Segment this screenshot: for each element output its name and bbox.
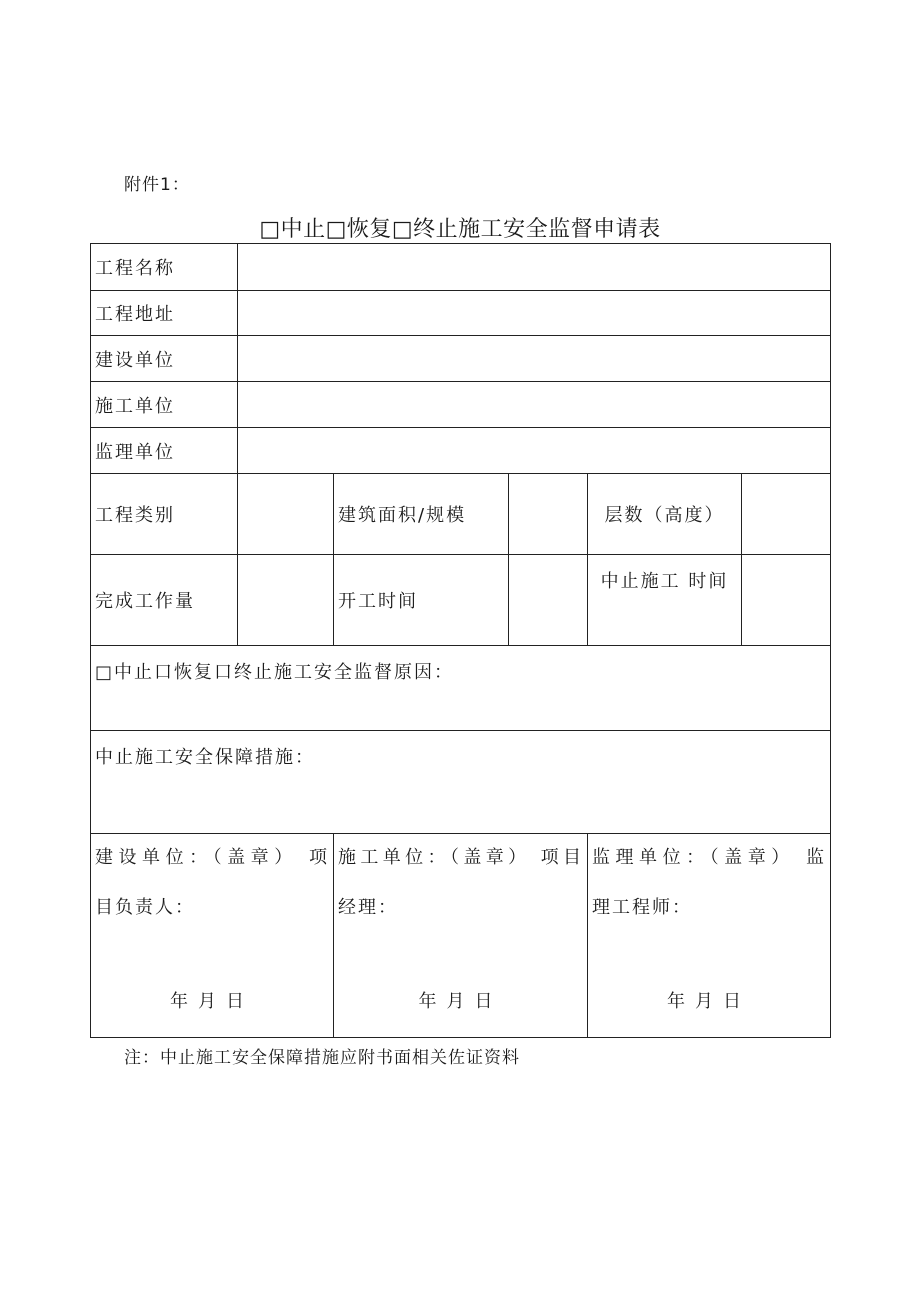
row-workload: [91, 555, 831, 646]
floors-field[interactable]: [742, 474, 831, 555]
signature-construction-line1: 建设单位：（盖章） 项: [95, 847, 329, 868]
contractor-unit-field[interactable]: [238, 382, 831, 428]
construction-unit-field[interactable]: [238, 336, 831, 382]
measures-label: 中止施工安全保障措施：: [95, 747, 315, 768]
building-area-field[interactable]: [509, 474, 588, 555]
signature-construction-line2: 目负责人：: [95, 897, 195, 918]
project-category-label: 工程类别: [91, 474, 238, 555]
project-name-field[interactable]: [238, 244, 831, 291]
supervisor-unit-field[interactable]: [238, 428, 831, 474]
construction-unit-label: 建设单位: [91, 336, 238, 382]
row-measures: [91, 731, 831, 834]
row-project-name: [91, 244, 831, 291]
row-category: [91, 474, 831, 555]
attachment-label: 附件1：: [124, 175, 190, 195]
signature-contractor-date: 年月日: [418, 991, 503, 1012]
footnote: 注：中止施工安全保障措施应附书面相关佐证资料: [124, 1048, 520, 1068]
signature-supervisor-date: 年月日: [667, 991, 751, 1012]
signature-supervisor-line2: 理工程师：: [592, 897, 692, 918]
row-contractor-unit: [91, 382, 831, 428]
row-project-address: [91, 291, 831, 336]
contractor-unit-label: 施工单位: [91, 382, 238, 428]
measures-field[interactable]: [91, 731, 831, 834]
row-reason: [91, 646, 831, 731]
project-name-label: 工程名称: [91, 244, 238, 291]
row-supervisor-unit: [91, 428, 831, 474]
signature-construction-date: 年月日: [170, 991, 254, 1012]
form-title: □中止□恢复□终止施工安全监督申请表: [259, 217, 661, 242]
row-signatures: [91, 834, 831, 1038]
workload-label: 完成工作量: [91, 555, 238, 646]
reason-label: □中止口恢复口终止施工安全监督原因：: [95, 662, 455, 683]
signature-contractor-line2: 经理：: [338, 897, 398, 918]
floors-label: 层数（高度）: [588, 474, 742, 555]
project-category-field[interactable]: [238, 474, 334, 555]
row-construction-unit: [91, 336, 831, 382]
start-time-field[interactable]: [509, 555, 588, 646]
workload-field[interactable]: [238, 555, 334, 646]
reason-field[interactable]: [91, 646, 831, 731]
suspend-time-label: 中止施工 时间: [588, 555, 742, 646]
application-form-table: [90, 243, 831, 1038]
signature-supervisor-line1: 监理单位：（盖章） 监: [592, 847, 827, 868]
start-time-label: 开工时间: [334, 555, 509, 646]
suspend-time-field[interactable]: [742, 555, 831, 646]
building-area-label: 建筑面积/规模: [334, 474, 509, 555]
supervisor-unit-label: 监理单位: [91, 428, 238, 474]
signature-contractor-unit[interactable]: [334, 834, 588, 1038]
signature-construction-unit[interactable]: [91, 834, 334, 1038]
project-address-label: 工程地址: [91, 291, 238, 336]
signature-contractor-line1: 施工单位：（盖章） 项目: [338, 847, 583, 868]
signature-supervisor-unit[interactable]: [588, 834, 831, 1038]
project-address-field[interactable]: [238, 291, 831, 336]
